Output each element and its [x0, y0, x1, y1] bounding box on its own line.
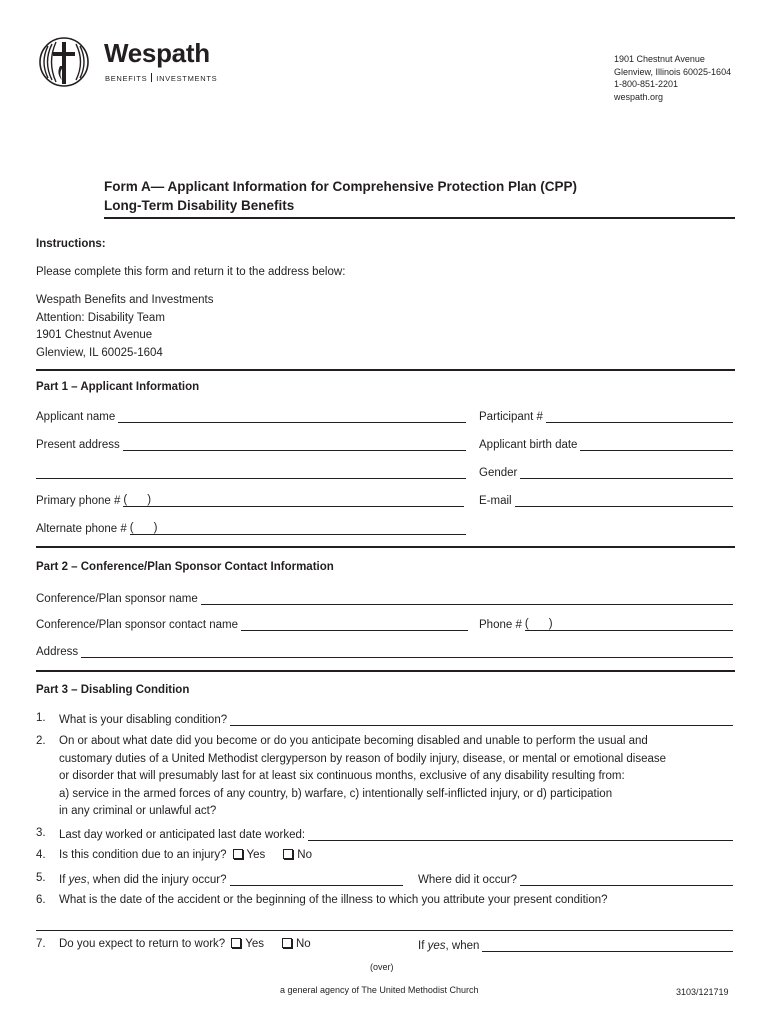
- q4-no-checkbox[interactable]: [283, 849, 293, 859]
- instructions-heading: Instructions:: [36, 238, 106, 250]
- email-line[interactable]: [515, 495, 733, 507]
- q5-where-line[interactable]: [520, 874, 733, 886]
- mailing-address-line: 1901 Chestnut Avenue: [36, 329, 153, 341]
- part2-heading: Part 2 – Conference/Plan Sponsor Contact Information: [36, 561, 334, 573]
- form-title: [104, 177, 577, 215]
- logo-tagline: [105, 73, 217, 83]
- sponsor-phone-area-code[interactable]: ( ): [524, 618, 553, 630]
- mailing-address-line: Wespath Benefits and Investments: [36, 294, 214, 306]
- q2-line: On or about what date did you become or do you anticipate becoming disabled and unable to perform the usual and: [59, 735, 648, 747]
- gender-line[interactable]: [520, 467, 733, 479]
- form-title-line1: Form A— Applicant Information for Comprehensive Protection Plan (CPP): [104, 179, 578, 194]
- alternate-phone-field[interactable]: [36, 519, 466, 535]
- logo-wordmark: Wespath: [104, 38, 210, 68]
- q2-line: customary duties of a United Methodist clergyperson by reason of bodily injury, disease, or mental or emotional disease: [59, 752, 667, 765]
- sponsor-contact-line[interactable]: [241, 619, 468, 631]
- mailing-address-line: Glenview, IL 60025-1604: [36, 346, 163, 359]
- alternate-phone-label: Alternate phone #: [36, 523, 127, 535]
- q5-where-field[interactable]: [418, 870, 733, 886]
- applicant-name-line[interactable]: [118, 411, 466, 423]
- q5-when-field[interactable]: [59, 870, 403, 886]
- q2-number: 2.: [36, 735, 46, 747]
- sponsor-name-field[interactable]: [36, 589, 733, 605]
- part2-divider: [36, 546, 735, 548]
- present-address-label: Present address: [36, 439, 120, 451]
- sponsor-contact-label: Conference/Plan sponsor contact name: [36, 619, 239, 631]
- mailing-address: [36, 292, 214, 362]
- q5-when-line[interactable]: [230, 874, 404, 886]
- sponsor-phone-line[interactable]: [553, 619, 733, 631]
- birth-date-line[interactable]: [580, 439, 733, 451]
- participant-number-field[interactable]: [479, 407, 733, 423]
- q5-number: 5.: [36, 872, 46, 884]
- q5-label: If yes, when did the injury occur?: [59, 874, 227, 886]
- birth-date-field[interactable]: [479, 435, 733, 451]
- sponsor-address-field[interactable]: [36, 642, 733, 658]
- q4-row: [59, 849, 312, 861]
- form-code: 3103/121719: [676, 987, 729, 997]
- applicant-name-field[interactable]: [36, 407, 466, 423]
- header-website[interactable]: wespath.org: [614, 91, 664, 102]
- q6-answer-line[interactable]: [36, 919, 733, 931]
- q7-label: Do you expect to return to work?: [59, 938, 226, 950]
- q1-line[interactable]: [230, 714, 733, 726]
- q4-yes-checkbox[interactable]: [233, 849, 243, 859]
- logo-tag-benefits: BENEFITS: [105, 74, 148, 83]
- q3-line[interactable]: [308, 829, 733, 841]
- participant-number-label: Participant #: [479, 411, 543, 423]
- logo-tag-investments: INVESTMENTS: [156, 74, 218, 83]
- alternate-phone-line[interactable]: [157, 523, 466, 535]
- header-address-line: Glenview, Illinois 60025-1604: [614, 66, 732, 77]
- q2-text: [59, 733, 666, 821]
- header-address: [614, 53, 731, 103]
- part3-heading: Part 3 – Disabling Condition: [36, 684, 190, 696]
- participant-number-line[interactable]: [546, 411, 733, 423]
- q7-row: [59, 938, 311, 950]
- q4-label: Is this condition due to an injury?: [59, 849, 227, 861]
- q2-line: in any criminal or unlawful act?: [59, 805, 217, 817]
- q3-label: Last day worked or anticipated last date worked:: [59, 829, 306, 841]
- q4-yes-label: Yes: [246, 849, 266, 861]
- sponsor-name-label: Conference/Plan sponsor name: [36, 593, 198, 605]
- sponsor-phone-label: Phone #: [479, 619, 522, 631]
- q7-when-label: If yes, when: [418, 940, 480, 952]
- sponsor-address-line[interactable]: [81, 646, 733, 658]
- applicant-name-label: Applicant name: [36, 411, 116, 423]
- mailing-address-line: Attention: Disability Team: [36, 311, 165, 324]
- sponsor-contact-field[interactable]: [36, 615, 468, 631]
- q7-yes-label: Yes: [245, 938, 264, 950]
- q7-no-label: No: [295, 938, 311, 950]
- present-address-line[interactable]: [123, 439, 466, 451]
- primary-phone-label: Primary phone #: [36, 495, 121, 507]
- q6-label: What is the date of the accident or the beginning of the illness to which you attribute your present condition?: [59, 894, 608, 906]
- primary-phone-line[interactable]: [151, 495, 464, 507]
- birth-date-label: Applicant birth date: [479, 439, 578, 451]
- q1-field[interactable]: [59, 710, 733, 726]
- q4-number: 4.: [36, 849, 46, 861]
- instructions-text: Please complete this form and return it to the address below:: [36, 266, 346, 278]
- part1-divider: [36, 369, 735, 371]
- primary-phone-field[interactable]: [36, 491, 464, 507]
- q3-field[interactable]: [59, 825, 733, 841]
- agency-note: a general agency of The United Methodist Church: [280, 985, 479, 995]
- title-divider: [104, 217, 735, 219]
- sponsor-name-line[interactable]: [201, 593, 733, 605]
- alternate-phone-area-code[interactable]: ( ): [129, 522, 158, 534]
- cross-flame-icon: [36, 36, 100, 88]
- part3-divider: [36, 670, 735, 672]
- q6-answer-field[interactable]: [36, 915, 733, 931]
- gender-label: Gender: [479, 467, 518, 479]
- gender-field[interactable]: [479, 463, 733, 479]
- part1-heading: Part 1 – Applicant Information: [36, 381, 200, 393]
- q4-no-label: No: [297, 849, 312, 861]
- primary-phone-area-code[interactable]: ( ): [123, 494, 152, 506]
- present-address-line2-field[interactable]: [36, 463, 466, 479]
- q7-no-checkbox[interactable]: [282, 938, 292, 948]
- header-phone: 1-800-851-2201: [614, 79, 679, 89]
- present-address-line2[interactable]: [36, 467, 466, 479]
- form-title-line2: Long-Term Disability Benefits: [104, 198, 295, 213]
- over-note: (over): [370, 962, 394, 972]
- q5-where-label: Where did it occur?: [418, 874, 518, 886]
- present-address-field[interactable]: [36, 435, 466, 451]
- q1-number: 1.: [36, 712, 46, 724]
- wespath-logo: [36, 36, 226, 88]
- q7-when-field[interactable]: [418, 936, 733, 952]
- q2-line: or disorder that will presumably last for at least six continuous months, exclusive of any disability resulting from:: [59, 770, 625, 782]
- email-field[interactable]: [479, 491, 733, 507]
- q7-number: 7.: [36, 938, 46, 950]
- q6-number: 6.: [36, 894, 46, 906]
- q1-label: What is your disabling condition?: [59, 714, 228, 726]
- sponsor-address-label: Address: [36, 646, 79, 658]
- email-label: E-mail: [479, 495, 512, 507]
- q7-when-line[interactable]: [482, 940, 733, 952]
- q2-line: a) service in the armed forces of any country, b) warfare, c) intentionally self-inflicted injury, or d) participation: [59, 787, 613, 800]
- q7-yes-checkbox[interactable]: [231, 938, 241, 948]
- sponsor-phone-field[interactable]: [479, 615, 733, 631]
- header-address-line: 1901 Chestnut Avenue: [614, 54, 705, 64]
- q3-number: 3.: [36, 827, 46, 839]
